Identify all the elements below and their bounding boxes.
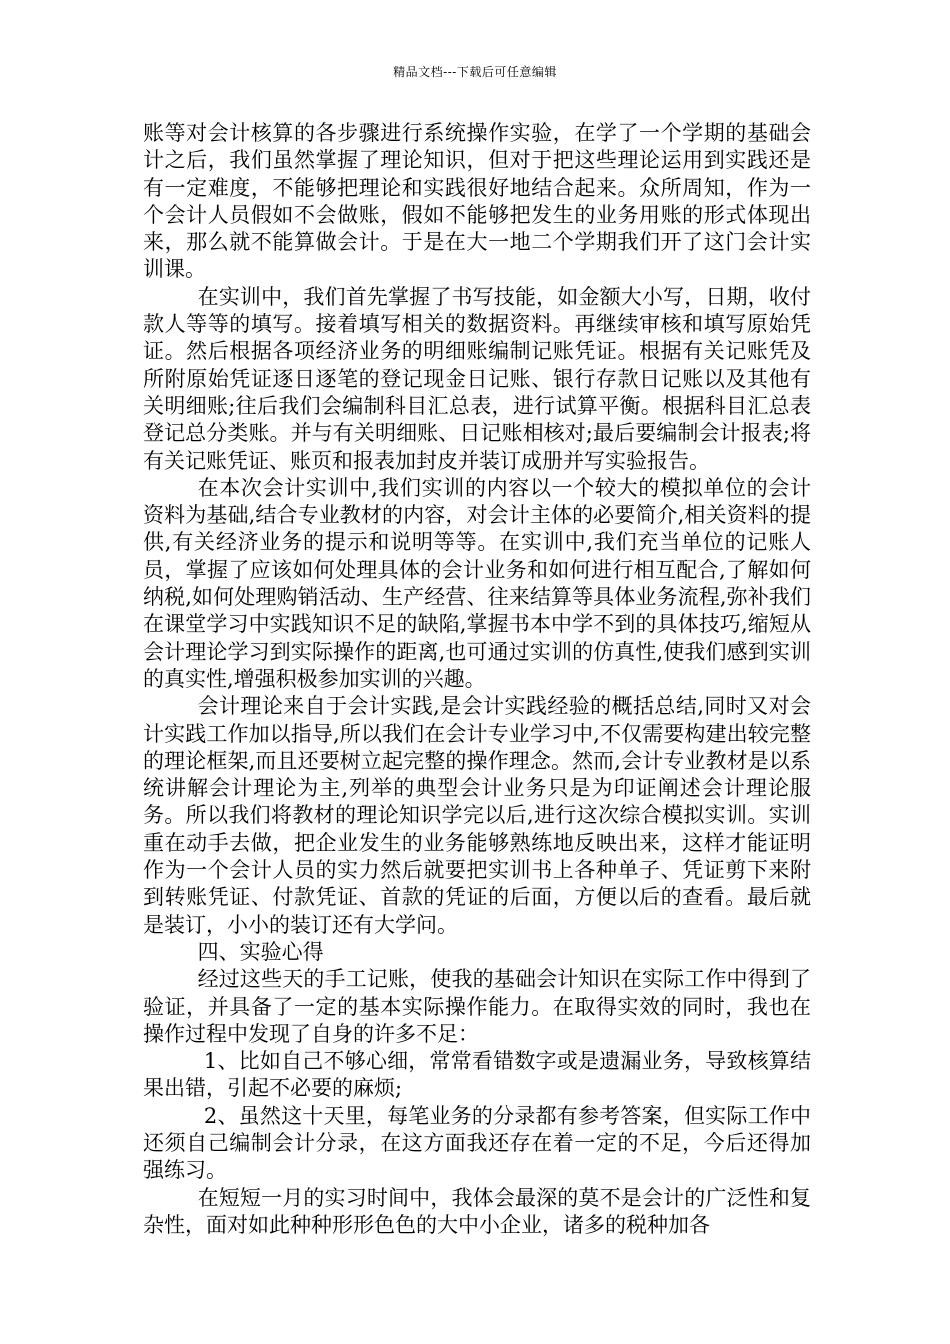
document-body xyxy=(143,120,811,1239)
paragraph-3: 在本次会计实训中,我们实训的内容以一个较大的模拟单位的会计资料为基础,结合专业教材的内容，对会计主体的必要简介,相关资料的提供,有关经济业务的提示和说明等等。在实训中,我们充当单位的记账人员，掌握了应该如何处理具体的会计业务和如何进行相互配合,了解如何纳税,如何处理购销活动、生产经营、往来结算等具体业务流程,弥补我们在课堂学习中实践知识不足的缺陷,掌握书本中学不到的具体技巧,缩短从会计理论学习到实际操作的距离,也可通过实训的仿真性,使我们感到实训的真实性,增强积极参加实训的兴趣。 xyxy=(143,475,811,691)
page-header: 精品文档---下载后可任意编辑 xyxy=(393,65,557,79)
section-heading: 四、实验心得 xyxy=(197,939,324,964)
paragraph-6: 在短短一月的实习时间中，我体会最深的莫不是会计的广泛性和复杂性，面对如此种种形形色色的大中小企业，诸多的税种加各 xyxy=(143,1185,811,1237)
paragraph-4: 会计理论来自于会计实践,是会计实践经验的概括总结,同时又对会计实践工作加以指导,所以我们在会计专业学习中,不仅需要构建出较完整的理论框架,而且还要树立起完整的操作理念。然而,会计专业教材是以系统讲解会计理论为主,列举的典型会计业务只是为印证阐述会计理论服务。所以我们将教材的理论知识学完以后,进行这次综合模拟实训。实训重在动手去做，把企业发生的业务能够熟练地反映出来，这样才能证明作为一个会计人员的实力然后就要把实训书上各种单子、凭证剪下来附到转账凭证、付款凭证、首款的凭证的后面，方便以后的查看。最后就是装订，小小的装订还有大学问。 xyxy=(143,694,811,937)
paragraph-5: 经过这些天的手工记账，使我的基础会计知识在实际工作中得到了验证，并具备了一定的基本实际操作能力。在取得实效的同时，我也在操作过程中发现了自身的许多不足： xyxy=(143,967,811,1046)
paragraph-2: 在实训中，我们首先掌握了书写技能，如金额大小写，日期，收付款人等等的填写。接着填写相关的数据资料。再继续审核和填写原始凭证。然后根据各项经济业务的明细账编制记账凭证。根据有关记账凭及所附原始凭证逐日逐笔的登记现金日记账、银行存款日记账以及其他有关明细账;往后我们会编制科目汇总表，进行试算平衡。根据科目汇总表登记总分类账。并与有关明细账、日记账相核对;最后要编制会计报表;将有关记账凭证、账页和报表加封皮并装订成册并写实验报告。 xyxy=(143,284,811,473)
list-item-1: 1、比如自己不够心细，常常看错数字或是遗漏业务，导致核算结果出错，引起不必要的麻烦; xyxy=(143,1049,811,1101)
paragraph-1: 账等对会计核算的各步骤进行系统操作实验，在学了一个学期的基础会计之后，我们虽然掌握了理论知识，但对于把这些理论运用到实践还是有一定难度，不能够把理论和实践很好地结合起来。众所周知，作为一个会计人员假如不会做账，假如不能够把发生的业务用账的形式体现出来，那么就不能算做会计。于是在大一地二个学期我们开了这门会计实训课。 xyxy=(143,121,811,282)
list-item-2: 2、虽然这十天里，每笔业务的分录都有参考答案，但实际工作中还须自己编制会计分录，在这方面我还存在着一定的不足，今后还得加强练习。 xyxy=(143,1103,811,1183)
